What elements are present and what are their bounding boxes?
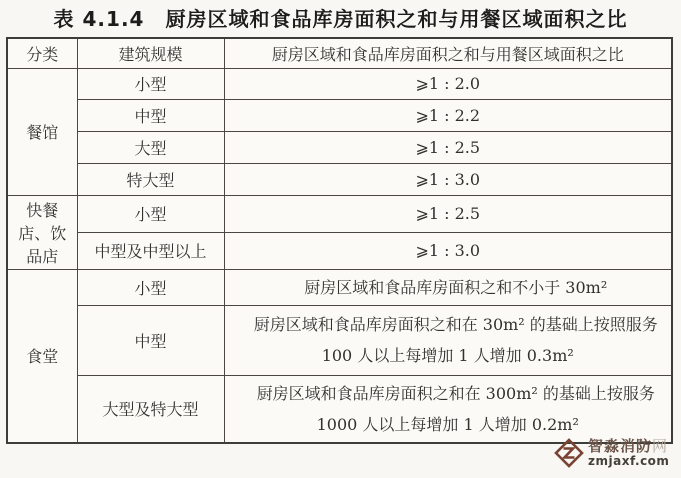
ratio-cell: ⩾1 : 3.0 bbox=[224, 232, 672, 269]
header-scale: 建筑规模 bbox=[77, 38, 224, 68]
scale-cell: 中型 bbox=[77, 305, 224, 375]
scale-cell: 特大型 bbox=[77, 163, 224, 195]
table-header-row bbox=[7, 38, 672, 68]
table-row bbox=[7, 131, 672, 163]
header-ratio: 厨房区域和食品库房面积之和与用餐区域面积之比 bbox=[224, 38, 672, 68]
watermark-name-suffix: 网 bbox=[652, 436, 669, 455]
spec-table bbox=[6, 37, 673, 444]
category-cell-fastfood: 快餐店、饮品店 bbox=[7, 195, 77, 269]
scale-cell: 大型及特大型 bbox=[77, 375, 224, 443]
ratio-cell: ⩾1 : 2.0 bbox=[224, 68, 672, 99]
header-category: 分类 bbox=[7, 38, 77, 68]
category-cell-canteen: 食堂 bbox=[7, 269, 77, 443]
ratio-cell: ⩾1 : 2.2 bbox=[224, 99, 672, 131]
watermark-site-url: zmjaxf.com bbox=[588, 453, 670, 468]
table-row bbox=[7, 375, 672, 443]
table-row bbox=[7, 232, 672, 269]
watermark-name-main: 智淼消防 bbox=[588, 436, 653, 455]
scale-cell: 中型 bbox=[77, 99, 224, 131]
table-row bbox=[7, 163, 672, 195]
scale-cell: 小型 bbox=[77, 68, 224, 99]
ratio-cell: ⩾1 : 3.0 bbox=[224, 163, 672, 195]
scale-cell: 中型及中型以上 bbox=[77, 232, 224, 269]
scale-cell: 小型 bbox=[77, 269, 224, 305]
category-cell-restaurant: 餐馆 bbox=[7, 68, 77, 195]
table-row bbox=[7, 195, 672, 232]
scale-cell: 小型 bbox=[77, 195, 224, 232]
table-row bbox=[7, 305, 672, 375]
requirement-cell: 厨房区域和食品库房面积之和在 30m² 的基础上按照服务 100 人以上每增加 1 人增加 0.3m² bbox=[224, 305, 672, 375]
scale-cell: 大型 bbox=[77, 131, 224, 163]
requirement-cell: 厨房区域和食品库房面积之和不小于 30m² bbox=[224, 269, 672, 305]
table-row bbox=[7, 269, 672, 305]
ratio-cell: ⩾1 : 2.5 bbox=[224, 131, 672, 163]
requirement-cell: 厨房区域和食品库房面积之和在 300m² 的基础上按服务 1000 人以上每增加 1 人增加 0.2m² bbox=[224, 375, 672, 443]
ratio-cell: ⩾1 : 2.5 bbox=[224, 195, 672, 232]
table-row bbox=[7, 68, 672, 99]
table-caption: 表 4.1.4 厨房区域和食品库房面积之和与用餐区域面积之比 bbox=[53, 7, 628, 31]
table-row bbox=[7, 99, 672, 131]
